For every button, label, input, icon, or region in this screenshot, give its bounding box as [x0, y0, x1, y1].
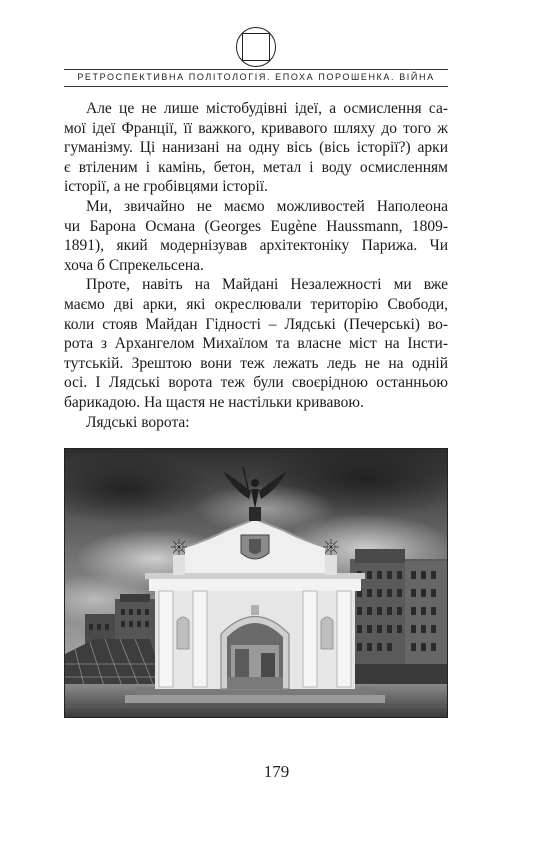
circle-square-emblem-icon: [235, 26, 277, 68]
text-line: тутській. Зрештою вони теж лежать ледь не на одній: [64, 354, 448, 372]
text-line: Лядські ворота:: [86, 413, 190, 431]
body-text: [64, 99, 448, 432]
lyadski-gate-photo: [64, 448, 448, 718]
text-line: осі. І Лядські ворота теж були своєрідною останньою: [64, 374, 448, 392]
text-line: хоча б Спрекельсена.: [64, 256, 204, 274]
header-rule-bottom: [64, 86, 448, 87]
text-line: мої ідеї Франції, її важкого, кривавого шляху до того ж: [64, 119, 448, 137]
text-line: Ми, звичайно не маємо можливостей Наполеона: [86, 197, 448, 215]
text-line: коли стояв Майдан Гідності – Лядські (Печерські) во-: [64, 315, 448, 333]
text-line: Але це не лише містобудівні ідеї, а осмислення са-: [86, 100, 448, 117]
text-line: є втіленим і камінь, бетон, метал і воду осмисленням: [64, 158, 448, 176]
text-line: барикадою. На щастя не настільки кривавою.: [64, 393, 364, 411]
text-line: гуманізму. Ці нанизані на одну вісь (вісь історії?) арки: [64, 139, 448, 157]
text-line: рота з Архангелом Михаїлом та власне міст на Інсти-: [64, 335, 448, 353]
page-number: 179: [263, 762, 290, 781]
text-line: Проте, навіть на Майдані Незалежності ми вже: [86, 276, 448, 294]
text-line: 1891), який модернізував архітектоніку Парижа. Чи: [64, 237, 448, 255]
text-line: чи Барона Османа (Georges Eugène Haussmann, 1809-: [64, 217, 448, 235]
running-head: РЕТРОСПЕКТИВНА ПОЛІТОЛОГІЯ. ЕПОХА ПОРОШЕНКА. ВІЙНА: [77, 72, 435, 82]
text-line: історії, а не гробівцями історії.: [64, 178, 268, 196]
text-line: маємо дві арки, які окреслювали територію Свободи,: [64, 295, 448, 313]
